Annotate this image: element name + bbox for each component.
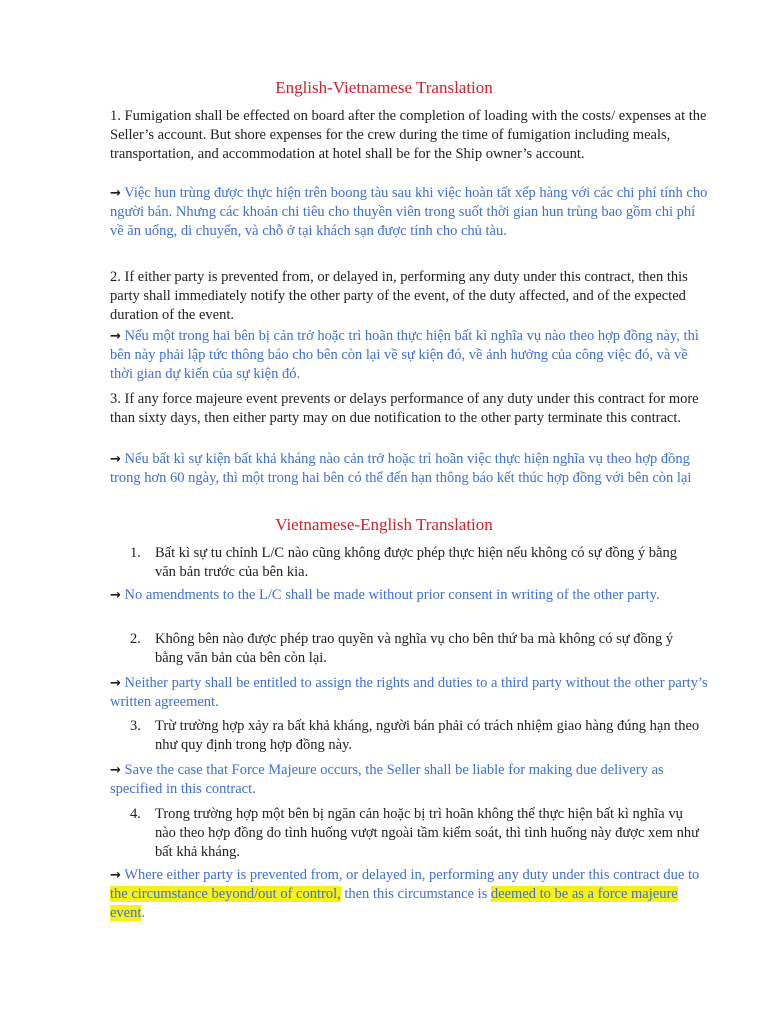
vi-sentence-1: Bất kì sự tu chỉnh L/C nào cũng không được phép thực hiện nếu không có sự đồng ý bằng văn bản trước của bên kia. xyxy=(155,545,677,580)
en-paragraph-1: 1. Fumigation shall be effected on board after the completion of loading with the costs/ expenses at the Seller’s account. But shore expenses for the crew during the time of fumigation including meals, transportation, and accommodation at hotel shall be for the Ship owner’s account. xyxy=(110,108,707,162)
arrow-icon: → xyxy=(110,676,121,691)
list-number: 2. xyxy=(130,631,141,647)
en-translation-3: → Save the case that Force Majeure occurs, the Seller shall be liable for making due delivery as specified in this contract. xyxy=(110,762,664,797)
en-paragraph-2: 2. If either party is prevented from, or delayed in, performing any duty under this contract, then this party shall immediately notify the other party of the event, of the duty affected, and of the expected duration of the event. xyxy=(110,269,688,323)
list-number: 4. xyxy=(130,806,141,822)
list-number: 1. xyxy=(130,545,141,561)
arrow-icon: → xyxy=(110,763,121,778)
arrow-icon: → xyxy=(110,588,121,603)
en-paragraph-3: 3. If any force majeure event prevents or delays performance of any duty under this contract for more than sixty days, then either party may on due notification to the other party terminate this contract. xyxy=(110,391,699,426)
vi-translation-1: → Việc hun trùng được thực hiện trên boong tàu sau khi việc hoàn tất xếp hàng với các chi phí tính cho người bán. Nhưng các khoản chi tiêu cho thuyền viên trong suốt thời gian hun trùng bao gồm chi phí về ăn uống, di chuyển, và chỗ ở tại khách sạn được tính cho chủ tàu. xyxy=(110,185,708,239)
vi-translation-3: → Nếu bất kì sự kiện bất khả kháng nào cản trở hoặc trì hoãn việc thực hiện nghĩa vụ theo hợp đồng trong hơn 60 ngày, thì một trong hai bên có thể đến hạn thông báo kết thúc hợp đồng với bên còn lại xyxy=(110,451,692,486)
highlighted-phrase: the circumstance beyond/out of control, xyxy=(110,886,341,902)
vi-sentence-3: Trừ trường hợp xảy ra bất khả kháng, người bán phải có trách nhiệm giao hàng đúng hạn theo như quy định trong hợp đồng này. xyxy=(155,718,700,753)
arrow-icon: → xyxy=(110,186,121,201)
vi-sentence-2: Không bên nào được phép trao quyền và nghĩa vụ cho bên thứ ba mà không có sự đồng ý bằng văn bản của bên còn lại. xyxy=(155,631,674,666)
list-number: 3. xyxy=(130,718,141,734)
section-title-vi-en: Vietnamese-English Translation xyxy=(275,515,493,534)
vi-sentence-4: Trong trường hợp một bên bị ngăn cản hoặc bị trì hoãn không thể thực hiện bất kì nghĩa vụ nào theo hợp đồng do tình huống vượt ngoài tầm kiểm soát, thì tình huống này được xem như bất khả kháng. xyxy=(155,806,699,860)
arrow-icon: → xyxy=(110,868,121,883)
highlighted-phrase: deemed to be as a force majeure event xyxy=(110,886,678,921)
en-translation-2: → Neither party shall be entitled to assign the rights and duties to a third party without the other party’s written agreement. xyxy=(110,675,708,710)
vi-translation-2: → Nếu một trong hai bên bị cản trở hoặc trì hoãn thực hiện bất kì nghĩa vụ nào theo hợp đồng này, thì bên này phải lập tức thông báo cho bên còn lại về sự kiện đó, về ảnh hưởng của công việc đó, và về thời gian dự kiến của sự kiện đó. xyxy=(110,328,699,382)
arrow-icon: → xyxy=(110,329,121,344)
arrow-icon: → xyxy=(110,452,121,467)
en-translation-1: → No amendments to the L/C shall be made without prior consent in writing of the other party. xyxy=(110,587,660,603)
en-translation-4: → Where either party is prevented from, or delayed in, performing any duty under this contract due to the circumstance beyond/out of control, then this circumstance is deemed to be as a force majeure event. xyxy=(110,867,700,921)
section-title-en-vi: English-Vietnamese Translation xyxy=(275,78,493,97)
